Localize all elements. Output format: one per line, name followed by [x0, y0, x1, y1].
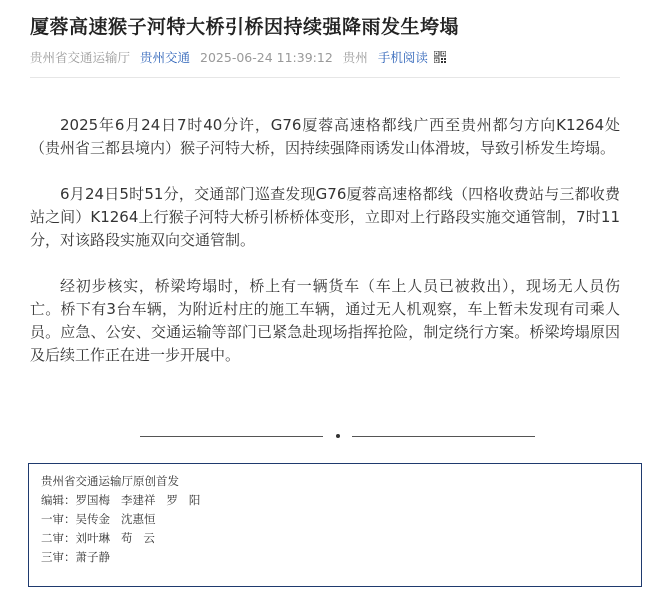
paragraph-2: 6月24日5时51分，交通部门巡查发现G76厦蓉高速格都线（四格收费站与三都收费站之间）K1264上行猴子河特大桥引桥桥体变形，立即对上行路段实施交通管制，7时11分，对该路段实施双向交通管制。	[30, 185, 620, 249]
divider-line-right	[352, 436, 535, 437]
article-body	[30, 114, 620, 390]
section-divider	[140, 432, 535, 442]
meta-account-link[interactable]: 贵州交通	[140, 50, 191, 65]
meta-source: 贵州省交通运输厅	[30, 50, 131, 65]
article-meta	[30, 48, 446, 66]
credit-origin: 贵州省交通运输厅原创首发	[41, 474, 179, 488]
paragraph-3: 经初步核实，桥梁垮塌时，桥上有一辆货车（车上人员已被救出），现场无人员伤亡。桥下有3台车辆，为附近村庄的施工车辆，通过无人机观察，车上暂未发现有司乘人员。应急、公安、交通运输等部门已紧急赴现场指挥抢险，制定绕行方案。桥梁垮塌原因及后续工作正在进一步开展中。	[30, 277, 620, 364]
meta-location: 贵州	[342, 50, 368, 65]
credit-review-1: 一审：吴传金 沈惠恒	[41, 512, 156, 526]
credit-review-2: 二审：刘叶琳 苟 云	[41, 531, 155, 545]
paragraph-1: 2025年6月24日7时40分许，G76厦蓉高速格都线广西至贵州都匀方向K1264处（贵州省三都县境内）猴子河特大桥，因持续强降雨诱发山体滑坡，导致引桥发生垮塌。	[30, 116, 620, 157]
divider-line-left	[140, 436, 323, 437]
header-divider	[30, 77, 620, 78]
meta-datetime: 2025-06-24 11:39:12	[200, 49, 333, 65]
credits-box	[28, 463, 642, 587]
divider-dot	[336, 434, 340, 438]
credit-editors: 编辑：罗国梅 李建祥 罗 阳	[41, 493, 201, 507]
qr-code-icon[interactable]	[434, 51, 446, 63]
credit-review-3: 三审：萧子静	[41, 550, 110, 564]
mobile-read-link[interactable]: 手机阅读	[377, 50, 428, 65]
article-title: 厦蓉高速猴子河特大桥引桥因持续强降雨发生垮塌	[30, 16, 460, 38]
